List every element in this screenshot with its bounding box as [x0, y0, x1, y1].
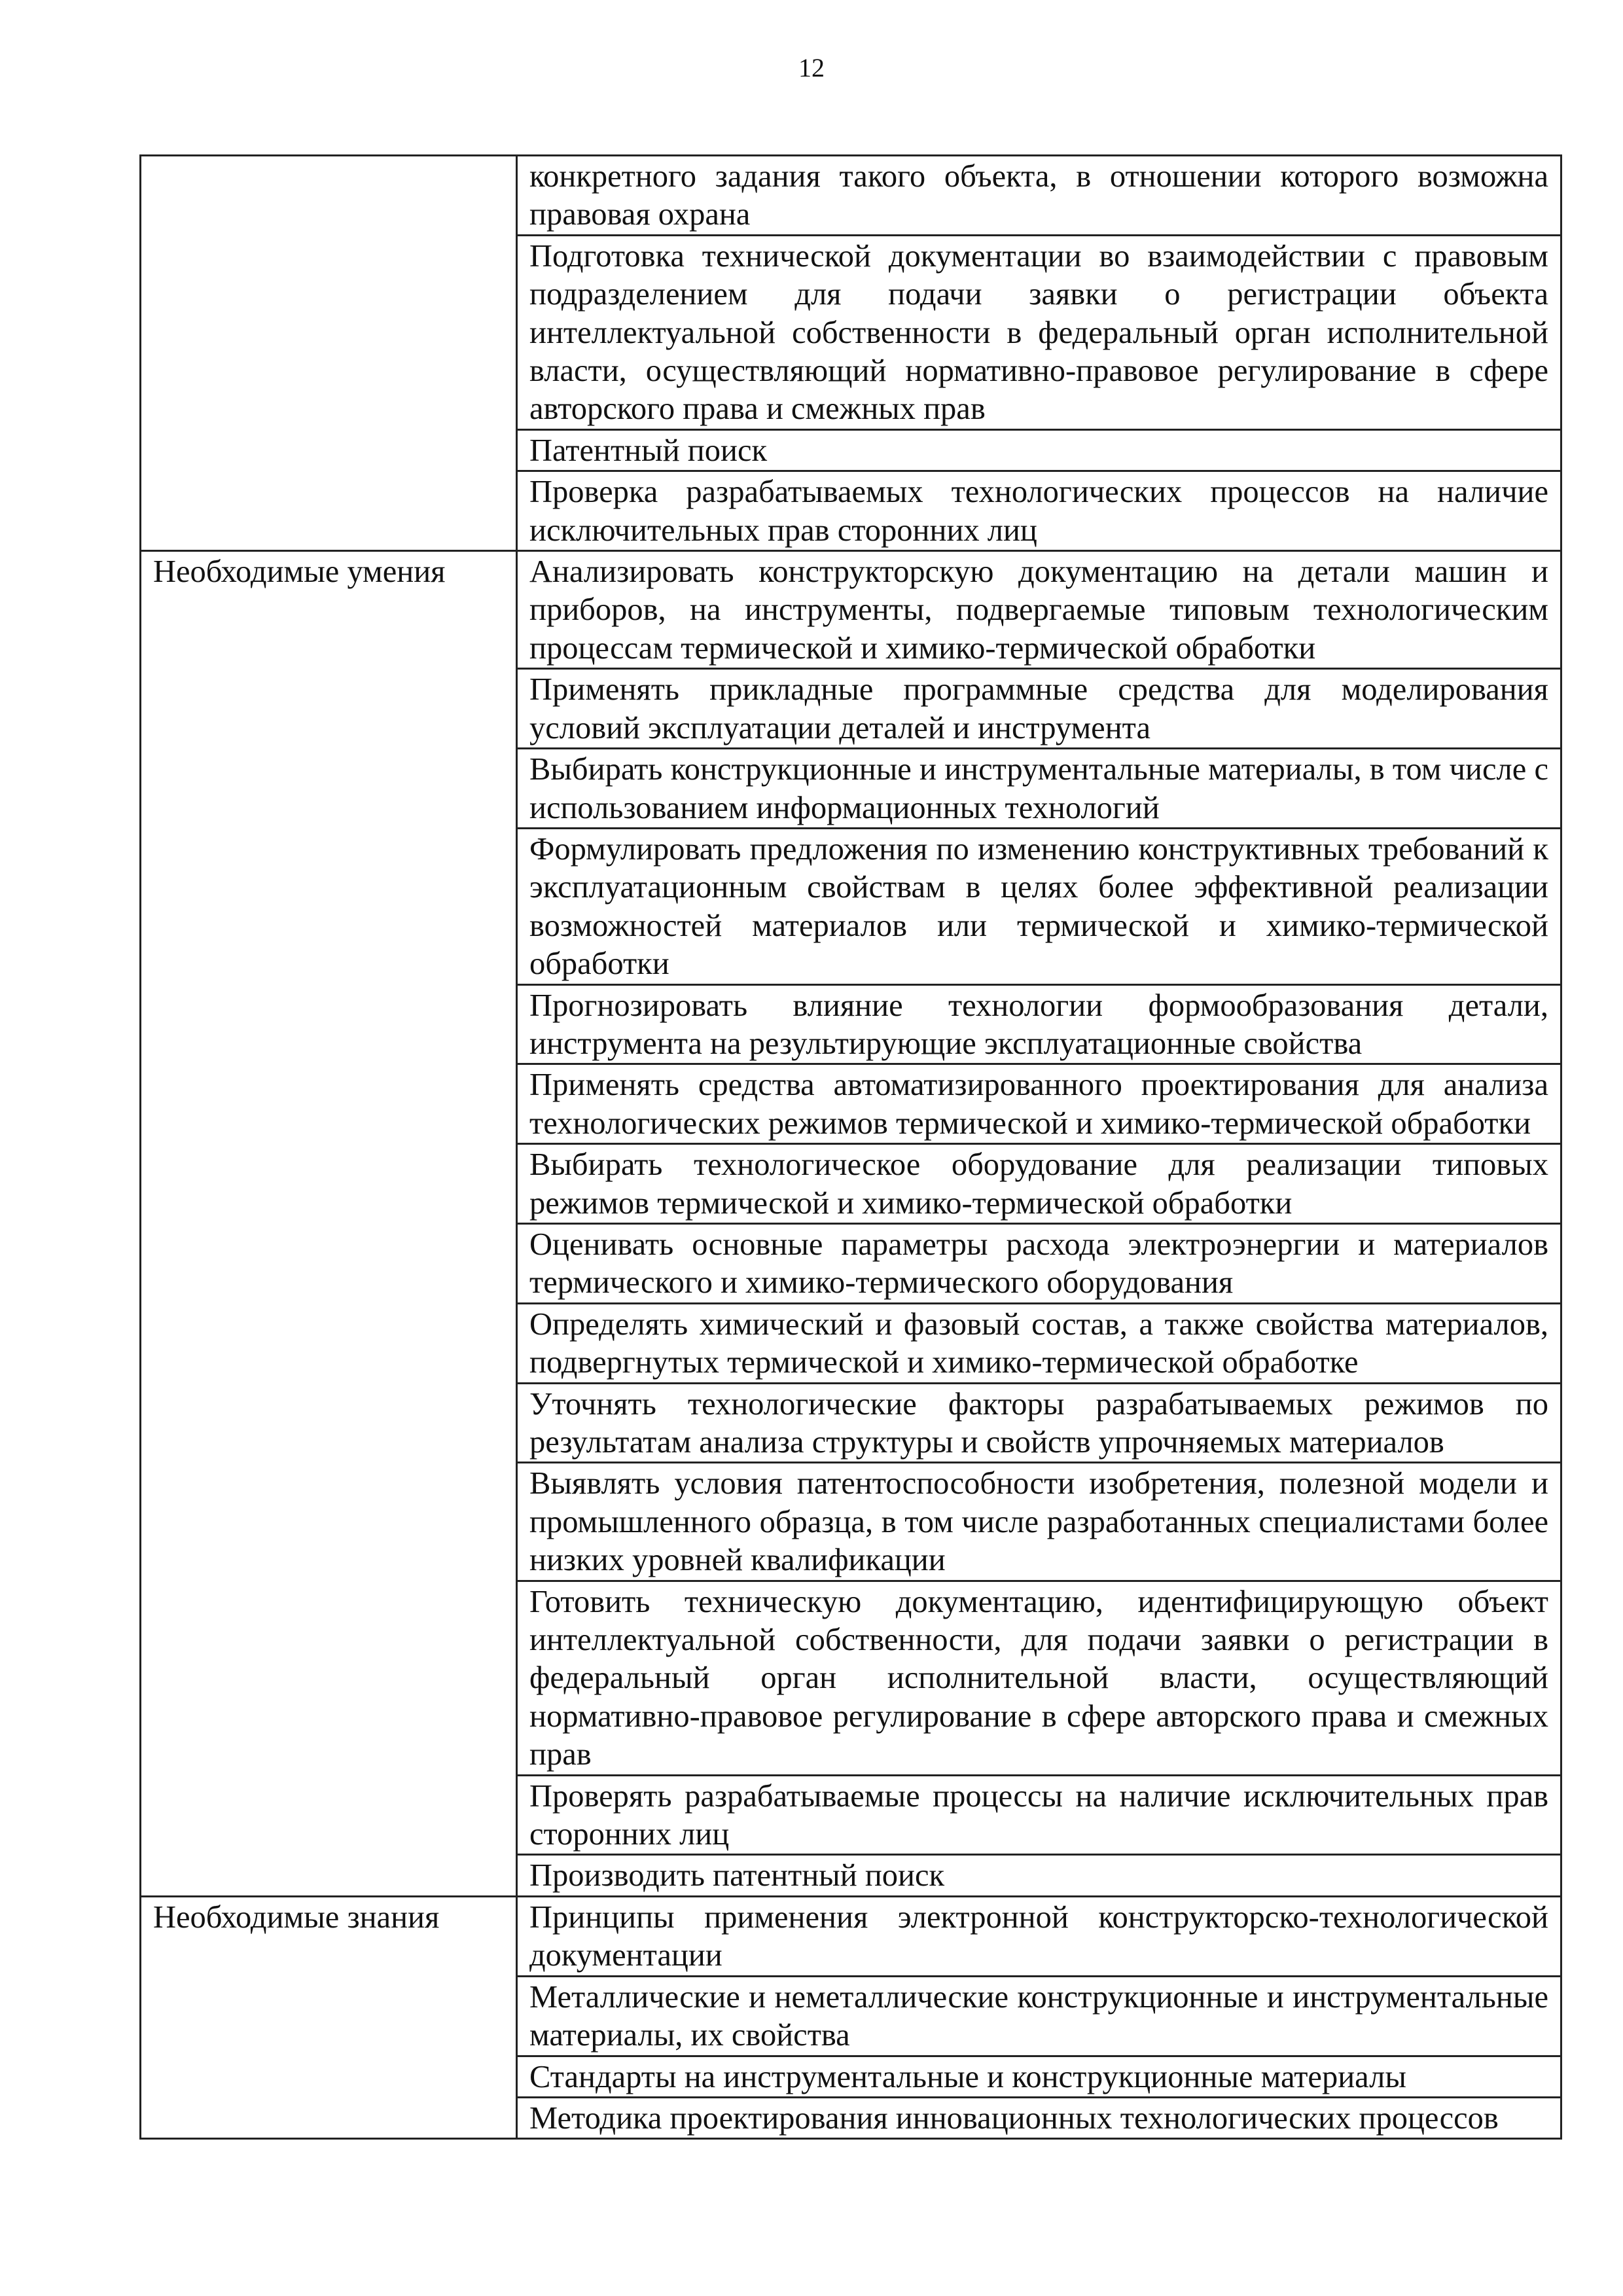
requirement-item: Подготовка технической документации во взаимодействии с правовым подразделением для подачи заявки о регистрации объекта интеллектуальной собственности в федеральный орган исполнительной власти, осуществляющий нормативно-правовое регулирование в сфере авторского права и смежных прав — [517, 235, 1561, 429]
requirement-item: Выбирать технологическое оборудование для реализации типовых режимов термической и химико-термической обработки — [517, 1144, 1561, 1224]
requirements-table — [139, 154, 1562, 2140]
requirement-item: Выявлять условия патентоспособности изобретения, полезной модели и промышленного образца, в том числе разработанных специалистами более низких уровней квалификации — [517, 1463, 1561, 1581]
section-label: Необходимые знания — [141, 1896, 517, 2138]
requirement-item: Методика проектирования инновационных технологических процессов — [517, 2097, 1561, 2138]
requirement-item: Принципы применения электронной конструкторско-технологической документации — [517, 1896, 1561, 1976]
section-label: Необходимые умения — [141, 551, 517, 1897]
requirement-item: Уточнять технологические факторы разрабатываемых режимов по результатам анализа структуры и свойств упрочняемых материалов — [517, 1383, 1561, 1463]
table-row — [141, 551, 1561, 669]
requirement-item: Определять химический и фазовый состав, а также свойства материалов, подвергнутых термической и химико-термической обработке — [517, 1303, 1561, 1383]
requirement-item: Прогнозировать влияние технологии формообразования детали, инструмента на результирующие эксплуатационные свойства — [517, 984, 1561, 1064]
requirement-item: конкретного задания такого объекта, в отношении которого возможна правовая охрана — [517, 156, 1561, 236]
requirement-item: Готовить техническую документацию, идентифицирующую объект интеллектуальной собственности, для подачи заявки о регистрации в федеральный орган исполнительной власти, осуществляющий нормативно-правовое регулирование в сфере авторского права и смежных прав — [517, 1581, 1561, 1775]
requirement-item: Оценивать основные параметры расхода электроэнергии и материалов термического и химико-термического оборудования — [517, 1223, 1561, 1303]
requirement-item: Стандарты на инструментальные и конструкционные материалы — [517, 2056, 1561, 2097]
table-row — [141, 156, 1561, 236]
requirement-item: Проверять разрабатываемые процессы на наличие исключительных прав сторонних лиц — [517, 1775, 1561, 1855]
requirement-item: Анализировать конструкторскую документацию на детали машин и приборов, на инструменты, подвергаемые типовым технологическим процессам термической и химико-термической обработки — [517, 551, 1561, 669]
requirement-item: Применять прикладные программные средства для моделирования условий эксплуатации деталей и инструмента — [517, 669, 1561, 749]
requirement-item: Патентный поиск — [517, 429, 1561, 471]
section-label — [141, 156, 517, 551]
requirement-item: Применять средства автоматизированного проектирования для анализа технологических режимов термической и химико-термической обработки — [517, 1064, 1561, 1144]
requirement-item: Производить патентный поиск — [517, 1855, 1561, 1896]
requirement-item: Проверка разрабатываемых технологических процессов на наличие исключительных прав сторонних лиц — [517, 471, 1561, 551]
requirement-item: Формулировать предложения по изменению конструктивных требований к эксплуатационным свойствам в целях более эффективной реализации возможностей материалов или термической и химико-термической обработки — [517, 828, 1561, 984]
requirement-item: Выбирать конструкционные и инструментальные материалы, в том числе с использованием информационных технологий — [517, 749, 1561, 829]
requirement-item: Металлические и неметаллические конструкционные и инструментальные материалы, их свойства — [517, 1976, 1561, 2056]
table-row — [141, 1896, 1561, 1976]
page-number: 12 — [798, 53, 825, 82]
table-body — [141, 156, 1561, 2139]
